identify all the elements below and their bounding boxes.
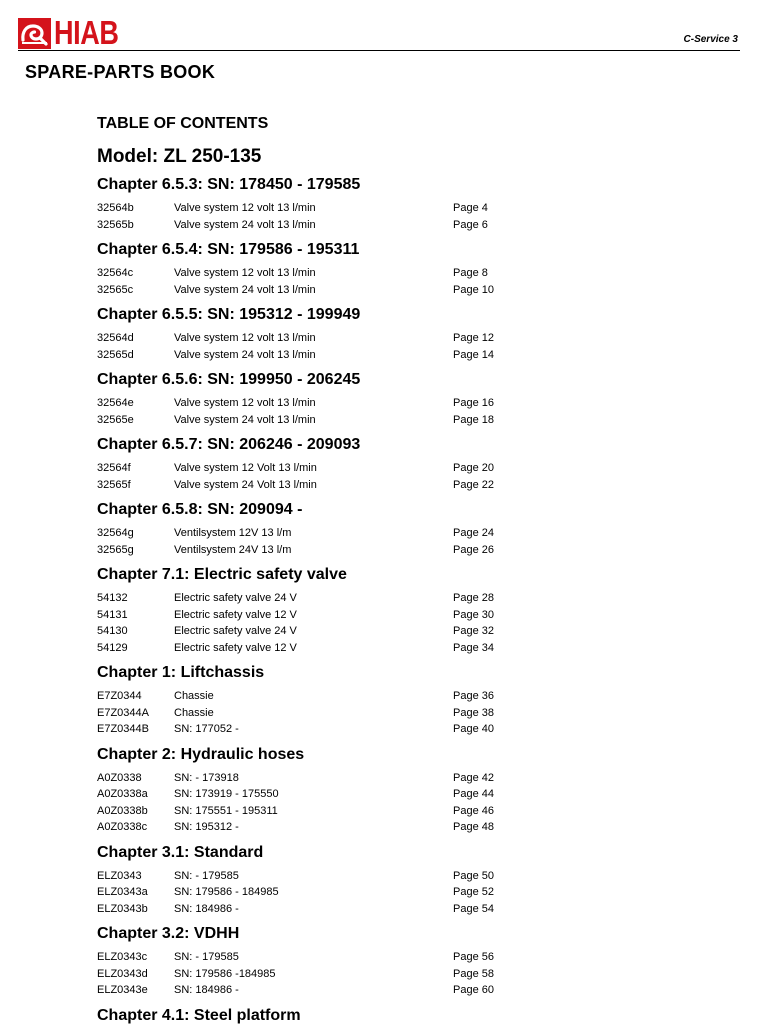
page-reference: Page 18 bbox=[453, 413, 494, 426]
chapter-heading: Chapter 3.2: VDHH bbox=[97, 925, 240, 942]
toc-row bbox=[97, 590, 517, 607]
part-description: Chassie bbox=[174, 690, 214, 702]
part-description: Valve system 12 volt 13 l/min bbox=[174, 267, 316, 279]
page-reference: Page 4 bbox=[453, 202, 488, 214]
chapter-heading: Chapter 3.1: Standard bbox=[97, 843, 264, 861]
part-number: ELZ0343a bbox=[97, 886, 148, 898]
chapter-heading: Chapter 2: Hydraulic hoses bbox=[97, 745, 305, 763]
toc-row bbox=[97, 640, 517, 657]
page-reference: Page 46 bbox=[453, 804, 494, 817]
part-description: SN: 177052 - bbox=[174, 723, 239, 735]
page-reference: Page 16 bbox=[453, 397, 494, 409]
part-description: Valve system 12 volt 13 l/min bbox=[174, 332, 316, 344]
chapter-heading: Chapter 6.5.4: SN: 179586 - 195311 bbox=[97, 241, 360, 258]
part-description: Electric safety valve 24 V bbox=[174, 592, 297, 604]
part-number: E7Z0344 bbox=[97, 690, 142, 702]
toc-row bbox=[97, 200, 517, 217]
chapter-section bbox=[97, 660, 517, 738]
page-reference: Page 40 bbox=[453, 723, 494, 735]
page-reference: Page 36 bbox=[453, 690, 494, 702]
toc-row bbox=[97, 949, 517, 966]
page-reference: Page 26 bbox=[453, 543, 494, 556]
part-number: 32565f bbox=[97, 478, 131, 491]
chapter-section bbox=[97, 742, 517, 836]
page-reference: Page 14 bbox=[453, 348, 494, 361]
toc-row bbox=[97, 868, 517, 885]
part-number: 32564g bbox=[97, 527, 134, 539]
toc-row bbox=[97, 460, 517, 477]
chapter-section bbox=[97, 562, 517, 656]
toc-row bbox=[97, 966, 517, 983]
page-reference: Page 54 bbox=[453, 902, 494, 915]
page-reference: Page 42 bbox=[453, 771, 494, 784]
part-number: A0Z0338a bbox=[97, 788, 148, 800]
toc-heading: TABLE OF CONTENTS bbox=[97, 115, 269, 132]
part-number: 32565d bbox=[97, 348, 134, 361]
chapter-heading: Chapter 1: Liftchassis bbox=[97, 664, 265, 681]
toc-row bbox=[97, 607, 517, 624]
part-number: ELZ0343d bbox=[97, 967, 148, 980]
part-number: ELZ0343e bbox=[97, 984, 148, 996]
chapter-section bbox=[97, 497, 517, 558]
part-description: SN: 184986 - bbox=[174, 902, 239, 915]
toc-row bbox=[97, 982, 517, 999]
page-reference: Page 44 bbox=[453, 788, 494, 800]
toc-row bbox=[97, 330, 517, 347]
hiab-emblem-icon bbox=[18, 18, 51, 49]
page-reference: Page 28 bbox=[453, 592, 494, 604]
toc-row bbox=[97, 217, 517, 234]
page-reference: Page 52 bbox=[453, 886, 494, 898]
chapter-heading: Chapter 6.5.6: SN: 199950 - 206245 bbox=[97, 371, 361, 388]
hiab-logo bbox=[18, 14, 128, 51]
logo-text: HIAB bbox=[54, 14, 119, 51]
chapter-section bbox=[97, 237, 517, 298]
part-description: Electric safety valve 24 V bbox=[174, 625, 297, 637]
toc-row bbox=[97, 803, 517, 820]
page-reference: Page 38 bbox=[453, 706, 494, 719]
chapter-section bbox=[97, 172, 517, 233]
chapter-section bbox=[97, 840, 517, 918]
page-reference: Page 56 bbox=[453, 951, 494, 963]
part-number: 32565e bbox=[97, 413, 134, 426]
part-description: SN: 179586 -184985 bbox=[174, 967, 276, 980]
part-number: 32564c bbox=[97, 267, 134, 279]
chapter-heading: Chapter 7.1: Electric safety valve bbox=[97, 566, 347, 583]
part-description: Valve system 12 Volt 13 l/min bbox=[174, 462, 317, 474]
page-reference: Page 8 bbox=[453, 267, 488, 279]
page-reference: Page 10 bbox=[453, 283, 494, 296]
part-description: SN: - 179585 bbox=[174, 951, 239, 963]
page-reference: Page 58 bbox=[453, 967, 494, 980]
part-number: A0Z0338b bbox=[97, 804, 148, 817]
toc-row bbox=[97, 721, 517, 738]
part-number: 54131 bbox=[97, 608, 128, 621]
chapter-section bbox=[97, 921, 517, 999]
part-description: Valve system 24 volt 13 l/min bbox=[174, 283, 316, 296]
part-number: 54129 bbox=[97, 641, 128, 654]
part-description: Valve system 12 volt 13 l/min bbox=[174, 202, 316, 214]
part-number: 32564d bbox=[97, 332, 134, 344]
part-number: 32564b bbox=[97, 202, 134, 214]
chapter-list bbox=[97, 172, 517, 1028]
part-description: Valve system 24 Volt 13 l/min bbox=[174, 478, 317, 491]
chapter-heading: Chapter 4.1: Steel platform bbox=[97, 1006, 301, 1024]
part-number: ELZ0343b bbox=[97, 902, 148, 915]
part-number: E7Z0344A bbox=[97, 706, 149, 719]
part-description: SN: 179586 - 184985 bbox=[174, 886, 279, 898]
toc-row bbox=[97, 884, 517, 901]
part-description: Valve system 24 volt 13 l/min bbox=[174, 413, 316, 426]
part-description: SN: - 173918 bbox=[174, 771, 239, 784]
part-number: 32565c bbox=[97, 283, 134, 296]
page-reference: Page 32 bbox=[453, 625, 494, 637]
part-number: 54130 bbox=[97, 625, 128, 637]
page-reference: Page 60 bbox=[453, 984, 494, 996]
part-number: ELZ0343c bbox=[97, 951, 148, 963]
part-description: SN: 175551 - 195311 bbox=[174, 804, 278, 817]
chapter-section bbox=[97, 432, 517, 493]
page-reference: Page 50 bbox=[453, 869, 494, 882]
part-number: 32564e bbox=[97, 397, 134, 409]
page-reference: Page 12 bbox=[453, 332, 494, 344]
part-number: E7Z0344B bbox=[97, 723, 149, 735]
part-description: Ventilsystem 12V 13 l/m bbox=[174, 527, 292, 539]
toc-row bbox=[97, 265, 517, 282]
part-description: SN: - 179585 bbox=[174, 869, 239, 882]
toc-row bbox=[97, 688, 517, 705]
page-reference: Page 30 bbox=[453, 608, 494, 621]
part-description: Valve system 24 volt 13 l/min bbox=[174, 348, 316, 361]
chapter-heading: Chapter 6.5.3: SN: 178450 - 179585 bbox=[97, 176, 361, 193]
part-description: Electric safety valve 12 V bbox=[174, 641, 297, 654]
page-reference: Page 24 bbox=[453, 527, 494, 539]
chapter-section bbox=[97, 367, 517, 428]
chapter-section bbox=[97, 302, 517, 363]
chapter-heading: Chapter 6.5.8: SN: 209094 - bbox=[97, 501, 303, 518]
document-title: SPARE-PARTS BOOK bbox=[25, 62, 216, 82]
chapter-heading: Chapter 6.5.7: SN: 206246 - 209093 bbox=[97, 436, 361, 453]
toc-row bbox=[97, 623, 517, 640]
toc-row bbox=[97, 705, 517, 722]
part-description: SN: 184986 - bbox=[174, 984, 239, 996]
toc-row bbox=[97, 477, 517, 494]
part-number: A0Z0338 bbox=[97, 771, 142, 784]
page-reference: Page 22 bbox=[453, 478, 494, 491]
model-title: Model: ZL 250-135 bbox=[97, 146, 262, 167]
toc-row bbox=[97, 282, 517, 299]
page-reference: Page 48 bbox=[453, 821, 494, 833]
toc-row bbox=[97, 412, 517, 429]
toc-row bbox=[97, 786, 517, 803]
part-description: Valve system 24 volt 13 l/min bbox=[174, 218, 316, 231]
toc-row bbox=[97, 819, 517, 836]
part-number: 32565g bbox=[97, 543, 134, 556]
page-reference: Page 20 bbox=[453, 462, 494, 474]
part-number: 32565b bbox=[97, 218, 134, 231]
part-description: Valve system 12 volt 13 l/min bbox=[174, 397, 316, 409]
toc-row bbox=[97, 901, 517, 918]
part-number: 32564f bbox=[97, 462, 131, 474]
page-reference: Page 34 bbox=[453, 641, 494, 654]
page-header bbox=[18, 14, 740, 51]
table-of-contents bbox=[97, 112, 517, 1032]
toc-row bbox=[97, 395, 517, 412]
part-description: Ventilsystem 24V 13 l/m bbox=[174, 543, 292, 556]
part-number: ELZ0343 bbox=[97, 869, 142, 882]
part-description: Electric safety valve 12 V bbox=[174, 608, 297, 621]
toc-row bbox=[97, 542, 517, 559]
toc-row bbox=[97, 770, 517, 787]
page-reference: Page 6 bbox=[453, 218, 488, 231]
part-number: 54132 bbox=[97, 592, 128, 604]
part-description: SN: 195312 - bbox=[174, 821, 239, 833]
part-description: Chassie bbox=[174, 706, 214, 719]
section-label: C-Service 3 bbox=[683, 34, 738, 45]
part-description: SN: 173919 - 175550 bbox=[174, 788, 279, 800]
part-number: A0Z0338c bbox=[97, 821, 148, 833]
toc-row bbox=[97, 525, 517, 542]
toc-row bbox=[97, 347, 517, 364]
chapter-heading: Chapter 6.5.5: SN: 195312 - 199949 bbox=[97, 306, 361, 323]
